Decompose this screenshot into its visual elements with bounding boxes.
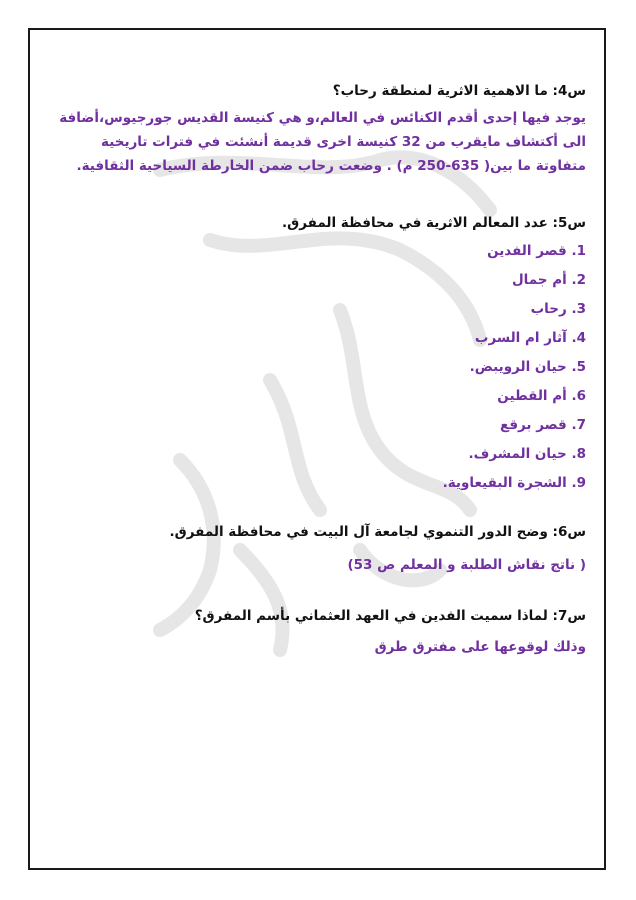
question-7-title: س7: لماذا سميت الفدين في العهد العثماني بأسم المفرق؟: [194, 608, 586, 624]
question-7-answer: وذلك لوقوعها على مفترق طرق: [374, 639, 586, 655]
question-6-section: [40, 521, 586, 577]
list-item: 5. حيان الرويبض.: [469, 359, 586, 375]
page-content: [40, 80, 586, 659]
list-item: 9. الشجرة البقيعاوية.: [442, 475, 586, 491]
question-4-answer-line-2: الى أكتشاف مايقرب من 32 كنيسة اخرى قديمة أنشئت في فترات تاريخية: [101, 134, 586, 150]
question-4-section: [40, 80, 586, 178]
list-item: 2. أم جمال: [511, 272, 586, 288]
list-item: 3. رحاب: [530, 301, 586, 317]
landmarks-list: [40, 240, 586, 501]
list-item: 7. قصر برقع: [499, 417, 586, 433]
list-item: 6. أم القطين: [497, 388, 586, 404]
list-item: 8. حيان المشرف.: [468, 446, 586, 462]
question-6-answer: ( ناتج نقاش الطلبة و المعلم ص 53): [347, 557, 586, 573]
question-6-title: س6: وضح الدور التنموي لجامعة آل البيت في محافظة المفرق.: [169, 524, 586, 540]
question-4-title: س4: ما الاهمية الاثرية لمنطقة رحاب؟: [332, 83, 586, 99]
list-item: 1. قصر الفدين: [487, 243, 586, 259]
question-4-answer-line-1: يوجد فيها إحدى أقدم الكنائس في العالم،و هي كنيسة القديس جورجيوس،أضافة: [59, 110, 586, 126]
question-7-section: [40, 605, 586, 659]
question-5-title: س5: عدد المعالم الاثرية في محافظة المفرق.: [282, 215, 586, 231]
list-item: 4. آثار ام السرب: [474, 330, 586, 346]
question-5-section: [40, 212, 586, 501]
question-4-answer-line-3: متفاوتة ما بين( 635-250 م) . وضعت رحاب ضمن الخارطة السياحية الثقافية.: [76, 158, 586, 174]
